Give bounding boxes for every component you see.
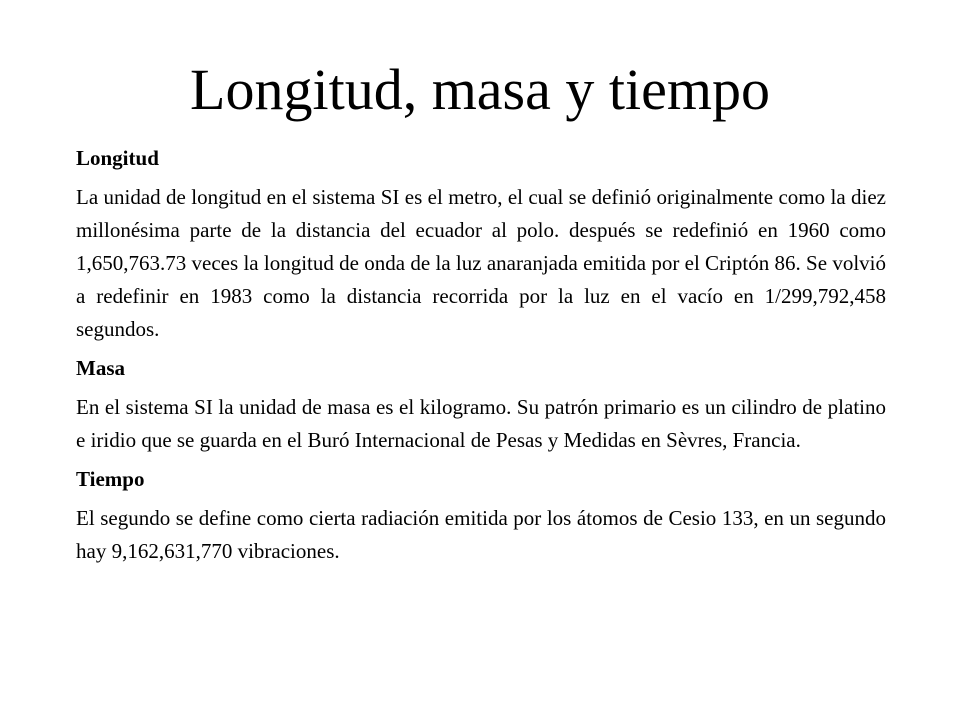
section-text: En el sistema SI la unidad de masa es el kilogramo. Su patrón primario es un cilindro de platino e iridio que se guarda en el Buró Internacional de Pesas y Medidas en Sèvres, Francia. (76, 395, 886, 452)
section-heading: Masa (76, 356, 125, 380)
section-tiempo (76, 467, 886, 568)
section-masa (76, 356, 886, 457)
section-text: La unidad de longitud en el sistema SI es el metro, el cual se definió originalmente como la diez millonésima parte de la distancia del ecuador al polo. después se redefinió en 1960 como 1,650,763.73 veces la longitud de onda de la luz anaranjada emitida por el Criptón 86. Se volvió a redefinir en 1983 como la distancia recorrida por la luz en el vacío en 1/299,792,458 segundos. (76, 185, 886, 341)
section-heading: Longitud (76, 146, 159, 170)
slide-title: Longitud, masa y tiempo (190, 57, 770, 122)
section-heading: Tiempo (76, 467, 145, 491)
slide-body (76, 146, 886, 578)
section-longitud (76, 146, 886, 346)
section-text: El segundo se define como cierta radiación emitida por los átomos de Cesio 133, en un segundo hay 9,162,631,770 vibraciones. (76, 506, 886, 563)
